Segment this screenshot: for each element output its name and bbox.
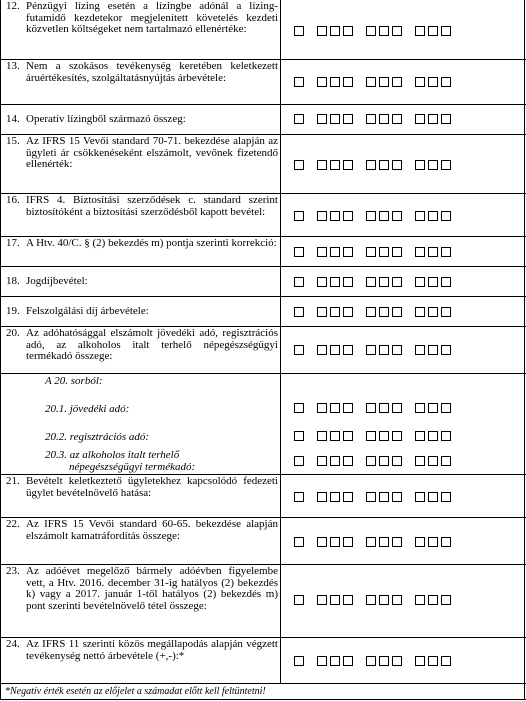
subsection-item-20-3: 20.3. az alkoholos italt terhelő [45,449,180,461]
amount-field[interactable] [294,345,454,357]
row-text: Az IFRS 11 szerinti közös megállapodás alapján végzett tevékenység nettó árbevétele (+,-):* [26,638,278,662]
digit-group-gap [405,403,415,415]
amount-field[interactable] [294,26,454,38]
digit-box[interactable] [330,160,340,170]
digit-box[interactable] [428,537,438,547]
digit-box[interactable] [392,277,402,287]
digit-box[interactable] [441,160,451,170]
digit-group-gap [307,456,317,468]
digit-box[interactable] [366,403,376,413]
digit-group-gap [356,456,366,468]
digit-group-gap [405,277,415,289]
amount-field[interactable] [294,160,454,172]
digit-box[interactable] [317,77,327,87]
digit-box[interactable] [343,26,353,36]
digit-group-gap [405,307,415,319]
digit-box[interactable] [415,595,425,605]
digit-box[interactable] [366,247,376,257]
amount-field[interactable] [294,211,454,223]
row-text: A Htv. 40/C. § (2) bekezdés m) pontja szerinti korrekció: [26,237,277,249]
digit-box[interactable] [330,431,340,441]
digit-box[interactable] [317,114,327,124]
row-text: Jogdíjbevétel: [26,275,88,287]
row-number: 17. [6,237,20,249]
digit-box[interactable] [392,114,402,124]
form-row-15 [1,135,526,194]
digit-box[interactable] [379,456,389,466]
digit-group-gap [356,537,366,549]
digit-box[interactable] [428,345,438,355]
form-row-13 [1,60,526,105]
form-row-18 [1,267,526,297]
digit-box[interactable] [330,247,340,257]
row-text: Az adóévet megelőző bármely adóévben figyelembe vett, a Htv. 2016. december 31-ig hatályos (2) bekezdés k) vagy a 2017. január 1-től hatályos (2) bekezdés m) pont szerinti bevételnövelő tétel összege: [26,565,278,612]
digit-group-gap [356,492,366,504]
row-label-cell [1,475,281,517]
digit-box[interactable] [330,114,340,124]
digit-box[interactable] [379,492,389,502]
digit-box[interactable] [441,431,451,441]
form-row-20 [1,327,526,374]
digit-box[interactable] [392,456,402,466]
digit-group-gap [356,114,366,126]
digit-group-gap [405,492,415,504]
digit-box[interactable] [343,160,353,170]
row-number: 12. [6,0,20,12]
digit-box[interactable] [330,656,340,666]
digit-box[interactable] [415,403,425,413]
digit-box[interactable] [343,403,353,413]
digit-box[interactable] [379,307,389,317]
digit-box[interactable] [428,595,438,605]
row-number: 18. [6,275,20,287]
row-label-cell [1,327,281,373]
digit-box[interactable] [441,456,451,466]
amount-field[interactable] [294,307,454,319]
row-text: Felszolgálási díj árbevétele: [26,305,149,317]
digit-box[interactable] [330,26,340,36]
digit-box[interactable] [366,537,376,547]
digit-box[interactable] [441,403,451,413]
digit-box[interactable] [415,160,425,170]
digit-box[interactable] [294,277,304,287]
digit-group-gap [307,247,317,259]
row-text: Pénzügyi lízing esetén a lízingbe adónál a lízing-futamidő kezdetekor megjelenített követelés kezdeti közvetlen költségeket nem tartalmazó ellenértéke: [26,0,278,35]
digit-box[interactable] [294,403,304,413]
digit-box[interactable] [392,77,402,87]
digit-box[interactable] [379,345,389,355]
digit-group-gap [307,345,317,357]
digit-box[interactable] [294,492,304,502]
digit-box[interactable] [330,537,340,547]
digit-box[interactable] [441,656,451,666]
digit-box[interactable] [415,345,425,355]
digit-box[interactable] [317,595,327,605]
amount-field[interactable] [294,77,454,89]
digit-box[interactable] [294,114,304,124]
digit-box[interactable] [441,277,451,287]
row-label-cell [1,297,281,326]
form-row-22 [1,518,526,565]
digit-box[interactable] [294,307,304,317]
digit-box[interactable] [343,431,353,441]
digit-group-gap [356,247,366,259]
row-label-cell [1,194,281,236]
digit-box[interactable] [366,431,376,441]
digit-box[interactable] [428,211,438,221]
row-number: 16. [6,194,20,206]
digit-box[interactable] [441,492,451,502]
digit-group-gap [356,403,366,415]
digit-group-gap [405,595,415,607]
digit-group-gap [405,211,415,223]
digit-box[interactable] [428,26,438,36]
digit-box[interactable] [366,277,376,287]
digit-box[interactable] [379,656,389,666]
digit-box[interactable] [294,26,304,36]
row-number: 19. [6,305,20,317]
digit-box[interactable] [317,345,327,355]
digit-group-gap [307,26,317,38]
digit-box[interactable] [317,160,327,170]
digit-box[interactable] [379,26,389,36]
digit-box[interactable] [366,307,376,317]
form-row-24 [1,638,526,684]
subsection-item-20-3-cont: népegészségügyi termékadó: [69,461,196,473]
digit-box[interactable] [294,211,304,221]
digit-box[interactable] [392,492,402,502]
digit-box[interactable] [392,307,402,317]
footnote-row [1,684,526,700]
digit-box[interactable] [330,277,340,287]
digit-box[interactable] [330,403,340,413]
digit-box[interactable] [317,211,327,221]
digit-box[interactable] [343,492,353,502]
digit-box[interactable] [317,307,327,317]
digit-box[interactable] [428,277,438,287]
digit-box[interactable] [428,456,438,466]
row-text: IFRS 4. Biztosítási szerződések c. standard szerint biztosítóként a biztosítási szerződésből kapott bevétel: [26,194,278,218]
amount-field[interactable] [294,537,454,549]
row-number: 21. [6,475,20,487]
digit-box[interactable] [343,656,353,666]
row-number: 20. [6,327,20,339]
row-label-cell [1,638,281,683]
digit-box[interactable] [330,492,340,502]
digit-box[interactable] [415,456,425,466]
row-label-cell [1,60,281,104]
digit-box[interactable] [317,403,327,413]
digit-box[interactable] [441,595,451,605]
digit-box[interactable] [294,431,304,441]
digit-box[interactable] [343,211,353,221]
digit-box[interactable] [379,403,389,413]
amount-field[interactable] [294,277,454,289]
digit-box[interactable] [330,595,340,605]
digit-box[interactable] [343,307,353,317]
row-label-cell [1,135,281,193]
digit-box[interactable] [294,345,304,355]
digit-group-gap [307,114,317,126]
digit-box[interactable] [366,492,376,502]
digit-box[interactable] [441,307,451,317]
digit-box[interactable] [379,277,389,287]
digit-group-gap [405,431,415,443]
digit-group-gap [405,656,415,668]
digit-box[interactable] [294,247,304,257]
digit-box[interactable] [441,345,451,355]
digit-group-gap [356,307,366,319]
digit-group-gap [356,595,366,607]
digit-box[interactable] [428,403,438,413]
digit-box[interactable] [379,211,389,221]
digit-box[interactable] [441,247,451,257]
digit-box[interactable] [294,456,304,466]
row-number: 24. [6,638,20,650]
digit-box[interactable] [366,345,376,355]
digit-box[interactable] [428,492,438,502]
digit-group-gap [405,160,415,172]
digit-box[interactable] [392,403,402,413]
digit-box[interactable] [415,77,425,87]
digit-group-gap [307,77,317,89]
digit-group-gap [356,277,366,289]
row-number: 13. [6,60,20,72]
amount-field-20-3[interactable] [294,456,454,468]
digit-box[interactable] [415,211,425,221]
digit-group-gap [356,77,366,89]
footnote: *Negatív érték esetén az előjelet a számadat előtt kell feltüntetni! [5,686,266,697]
digit-box[interactable] [428,160,438,170]
digit-box[interactable] [441,211,451,221]
digit-box[interactable] [379,114,389,124]
amount-field[interactable] [294,114,454,126]
digit-group-gap [356,26,366,38]
digit-box[interactable] [317,431,327,441]
row-number: 14. [6,113,20,125]
row-label-cell [1,237,281,266]
digit-box[interactable] [415,277,425,287]
row-label-cell [1,0,281,59]
digit-group-gap [405,114,415,126]
digit-box[interactable] [366,211,376,221]
digit-group-gap [405,456,415,468]
digit-box[interactable] [392,656,402,666]
digit-box[interactable] [392,247,402,257]
digit-group-gap [356,431,366,443]
digit-group-gap [405,26,415,38]
digit-box[interactable] [317,656,327,666]
digit-box[interactable] [317,537,327,547]
digit-box[interactable] [428,307,438,317]
digit-box[interactable] [428,247,438,257]
digit-box[interactable] [294,77,304,87]
amount-field[interactable] [294,247,454,259]
digit-box[interactable] [343,595,353,605]
digit-group-gap [307,656,317,668]
row-text: Nem a szokásos tevékenység keretében keletkezett áruértékesítés, szolgáltatásnyújtás árbevétele: [26,60,278,84]
digit-box[interactable] [294,656,304,666]
digit-box[interactable] [379,595,389,605]
digit-box[interactable] [415,431,425,441]
digit-box[interactable] [428,656,438,666]
digit-box[interactable] [343,77,353,87]
digit-box[interactable] [415,492,425,502]
digit-group-gap [307,537,317,549]
digit-box[interactable] [415,26,425,36]
digit-group-gap [356,211,366,223]
digit-group-gap [307,595,317,607]
subsection-label-cell [1,374,281,474]
digit-box[interactable] [366,595,376,605]
subsection-item-20-1: 20.1. jövedéki adó: [45,403,130,415]
row-number: 22. [6,518,20,530]
amount-field[interactable] [294,656,454,668]
digit-box[interactable] [392,431,402,441]
form-row-23 [1,565,526,638]
form-row-19 [1,297,526,327]
digit-box[interactable] [379,247,389,257]
digit-box[interactable] [441,77,451,87]
row-text: Az IFRS 15 Vevői standard 70-71. bekezdése alapján az ügyleti ár csökkenéseként elszámolt, vevőnek fizetendő ellenérték: [26,135,278,170]
digit-box[interactable] [392,160,402,170]
digit-box[interactable] [294,160,304,170]
digit-group-gap [356,345,366,357]
digit-group-gap [307,307,317,319]
digit-box[interactable] [415,656,425,666]
digit-group-gap [307,277,317,289]
digit-box[interactable] [343,345,353,355]
digit-group-gap [356,160,366,172]
digit-box[interactable] [441,537,451,547]
digit-box[interactable] [392,26,402,36]
digit-box[interactable] [415,114,425,124]
digit-box[interactable] [317,277,327,287]
form-row-12 [1,0,526,60]
row-label-cell [1,518,281,564]
digit-box[interactable] [428,431,438,441]
digit-box[interactable] [343,456,353,466]
digit-group-gap [405,537,415,549]
digit-box[interactable] [366,160,376,170]
digit-group-gap [307,431,317,443]
amount-field[interactable] [294,595,454,607]
digit-box[interactable] [379,537,389,547]
digit-box[interactable] [343,537,353,547]
digit-box[interactable] [343,247,353,257]
digit-group-gap [307,211,317,223]
form-row-14 [1,105,526,135]
digit-box[interactable] [379,160,389,170]
digit-box[interactable] [392,345,402,355]
form-row-21 [1,475,526,518]
digit-box[interactable] [330,345,340,355]
digit-box[interactable] [379,431,389,441]
digit-group-gap [405,77,415,89]
amount-field[interactable] [294,492,454,504]
digit-box[interactable] [366,456,376,466]
amount-field-20-2[interactable] [294,431,454,443]
amount-field-20-1[interactable] [294,403,454,415]
form-subsection-20 [1,374,526,475]
digit-box[interactable] [366,114,376,124]
digit-box[interactable] [428,77,438,87]
digit-group-gap [307,492,317,504]
digit-box[interactable] [441,114,451,124]
digit-box[interactable] [330,77,340,87]
digit-box[interactable] [343,114,353,124]
digit-group-gap [307,160,317,172]
digit-box[interactable] [317,456,327,466]
form-row-16 [1,194,526,237]
digit-box[interactable] [392,595,402,605]
digit-box[interactable] [392,537,402,547]
digit-box[interactable] [294,595,304,605]
row-text: Operatív lízingből származó összeg: [26,113,186,125]
digit-box[interactable] [330,456,340,466]
digit-box[interactable] [294,537,304,547]
row-label-cell [1,565,281,637]
digit-box[interactable] [428,114,438,124]
digit-box[interactable] [379,77,389,87]
digit-box[interactable] [330,307,340,317]
digit-box[interactable] [441,26,451,36]
row-label-cell [1,267,281,296]
digit-box[interactable] [317,492,327,502]
digit-box[interactable] [415,307,425,317]
digit-box[interactable] [392,211,402,221]
digit-box[interactable] [366,26,376,36]
digit-box[interactable] [415,247,425,257]
digit-box[interactable] [366,656,376,666]
row-text: Az adóhatósággal elszámolt jövedéki adó, regisztrációs adó, az alkoholos italt terhelő népegészségügyi termékadó összege: [26,327,278,362]
digit-box[interactable] [317,26,327,36]
digit-box[interactable] [366,77,376,87]
digit-group-gap [307,403,317,415]
row-text: Bevételt keletkeztető ügyletekhez kapcsolódó fedezeti ügylet bevételnövelő hatása: [26,475,278,499]
row-label-cell [1,105,281,134]
digit-box[interactable] [317,247,327,257]
subsection-heading: A 20. sorból: [45,375,103,387]
digit-box[interactable] [330,211,340,221]
row-text: Az IFRS 15 Vevői standard 60-65. bekezdése alapján elszámolt kamatráfordítás összege: [26,518,278,542]
digit-box[interactable] [415,537,425,547]
digit-group-gap [356,656,366,668]
digit-group-gap [405,247,415,259]
digit-group-gap [405,345,415,357]
subsection-item-20-2: 20.2. regisztrációs adó: [45,431,150,443]
digit-box[interactable] [343,277,353,287]
form-row-17 [1,237,526,267]
row-number: 15. [6,135,20,147]
row-number: 23. [6,565,20,577]
